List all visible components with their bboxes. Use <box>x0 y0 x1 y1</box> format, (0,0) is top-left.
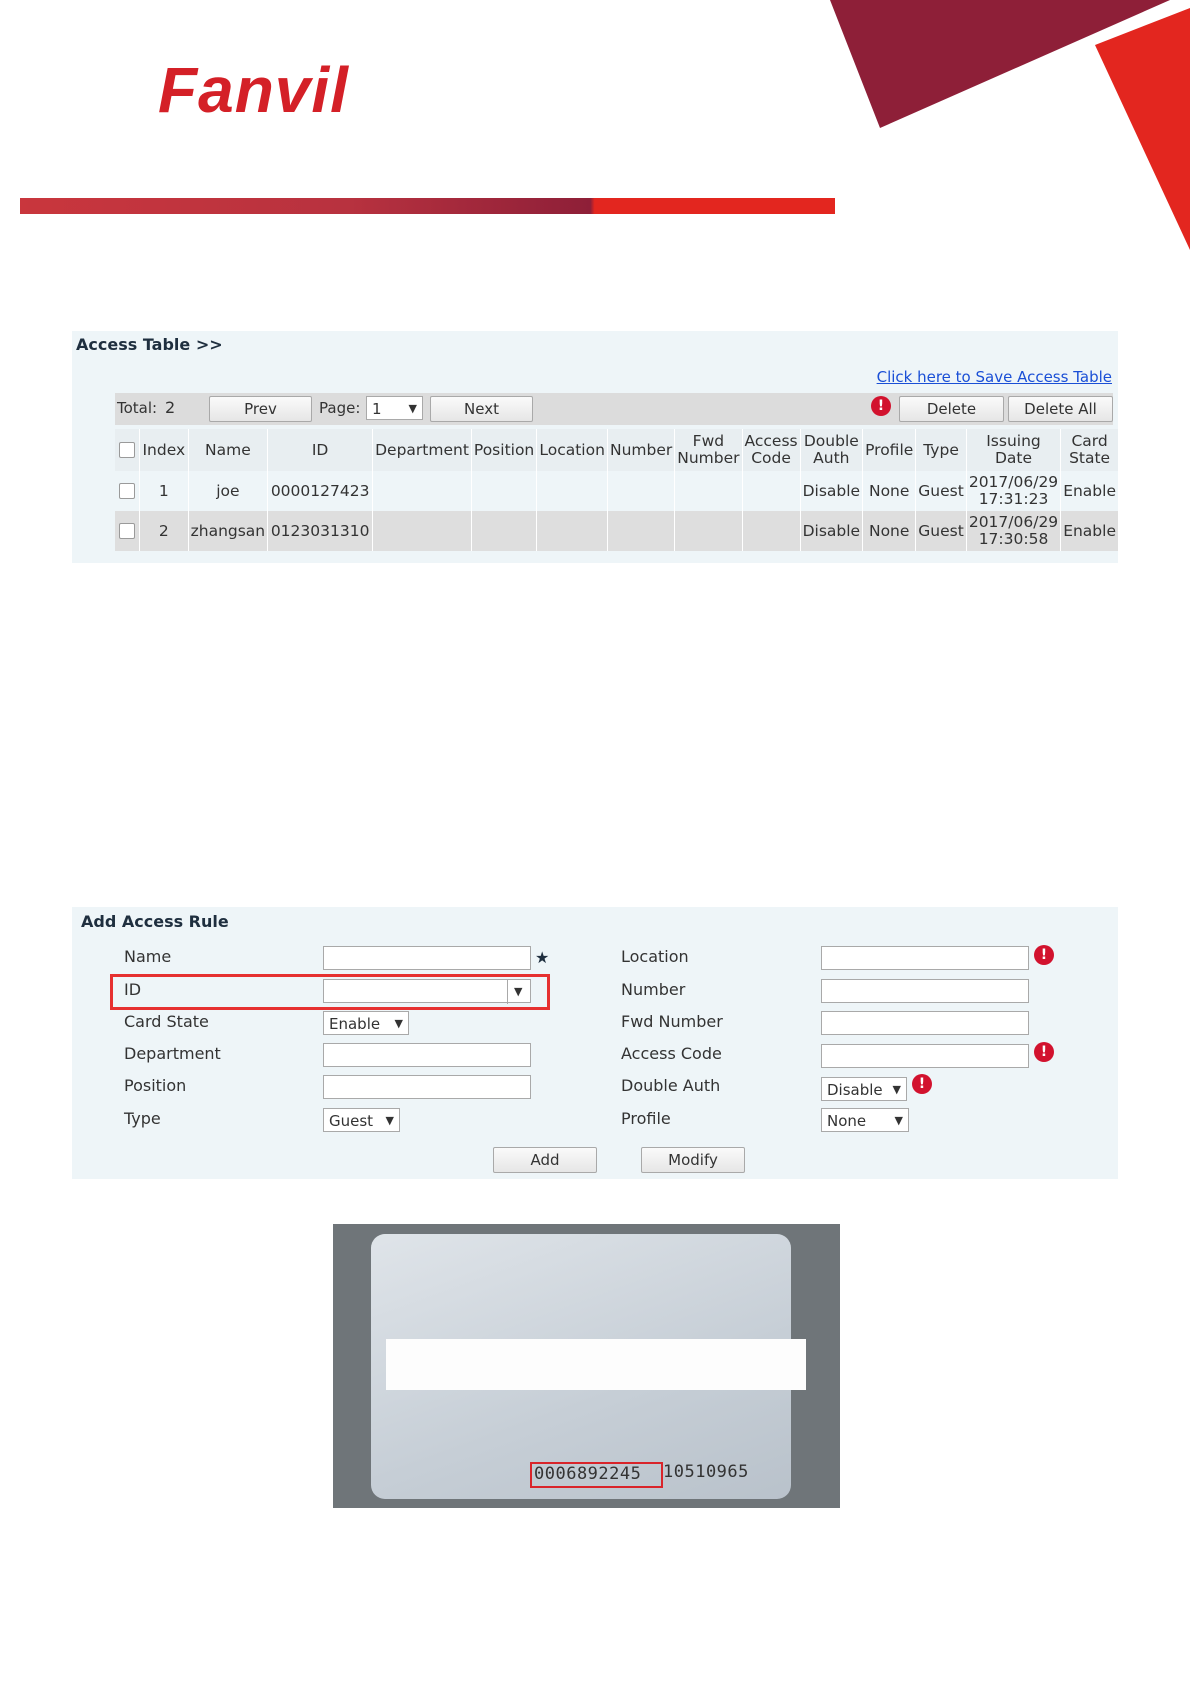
card-state-select[interactable] <box>323 1011 409 1035</box>
col-type: Type <box>916 429 967 471</box>
name-label: Name <box>124 947 172 966</box>
col-access-code-line2: Code <box>751 449 791 467</box>
position-input[interactable] <box>323 1075 531 1099</box>
access-code-input[interactable] <box>821 1044 1029 1068</box>
profile-label: Profile <box>621 1109 671 1128</box>
delete-all-button[interactable]: Delete All <box>1008 396 1113 422</box>
cell-number <box>608 471 675 511</box>
cell-number <box>608 511 675 551</box>
name-input[interactable] <box>323 946 531 970</box>
header-bar <box>20 198 835 214</box>
col-department: Department <box>373 429 472 471</box>
total-value: 2 <box>165 398 176 417</box>
cell-position <box>471 511 536 551</box>
access-table-panel <box>72 331 1118 563</box>
cell-fwd-number <box>675 511 742 551</box>
cell-double-auth: Disable <box>800 511 863 551</box>
card-state-label: Card State <box>124 1012 209 1031</box>
col-location: Location <box>537 429 608 471</box>
fwd-number-label: Fwd Number <box>621 1012 723 1031</box>
row-select-cell <box>115 511 140 551</box>
card-number-highlighted: 0006892245 <box>534 1464 642 1484</box>
exclamation-circle-icon: ! <box>1034 945 1054 965</box>
chevron-down-icon: ▼ <box>394 1017 403 1030</box>
number-label: Number <box>621 980 686 999</box>
access-table-title: Access Table >> <box>76 335 223 354</box>
cell-fwd-number <box>675 471 742 511</box>
cell-card-state: Enable <box>1061 511 1118 551</box>
cell-profile: None <box>863 511 916 551</box>
location-input[interactable] <box>821 946 1029 970</box>
cell-department <box>373 471 472 511</box>
card-number-rest: 10510965 <box>663 1462 749 1482</box>
col-id: ID <box>268 429 373 471</box>
card-white-strip <box>386 1339 806 1390</box>
cell-access-code <box>742 511 800 551</box>
next-button[interactable]: Next <box>430 396 533 422</box>
col-fwd-number-line2: Number <box>677 449 740 467</box>
col-position: Position <box>471 429 536 471</box>
type-label: Type <box>124 1109 161 1128</box>
select-all-cell <box>115 429 140 471</box>
exclamation-circle-icon: ! <box>871 396 891 416</box>
cell-id: 0000127423 <box>268 471 373 511</box>
col-card-state-line1: Card <box>1071 432 1108 450</box>
chevron-down-icon: ▼ <box>894 1114 903 1127</box>
col-card-state <box>1061 429 1118 471</box>
col-fwd-number <box>675 429 742 471</box>
cell-issuing-date-day: 2017/06/29 <box>968 513 1059 531</box>
cell-issuing-date-time: 17:31:23 <box>978 490 1049 508</box>
cell-card-state: Enable <box>1061 471 1118 511</box>
cell-issuing-date <box>966 511 1060 551</box>
total-label: Total: <box>117 399 158 417</box>
table-header-row <box>115 429 1118 471</box>
exclamation-circle-icon: ! <box>1034 1042 1054 1062</box>
col-access-code-line1: Access <box>744 432 798 450</box>
access-table <box>115 429 1118 551</box>
col-card-state-line2: State <box>1069 449 1111 467</box>
id-select[interactable] <box>323 979 531 1003</box>
cell-profile: None <box>863 471 916 511</box>
fwd-number-input[interactable] <box>821 1011 1029 1035</box>
id-label: ID <box>124 980 142 999</box>
table-row[interactable] <box>115 471 1118 511</box>
page-label: Page: <box>319 399 361 417</box>
col-double-auth-line1: Double <box>803 432 859 450</box>
card-state-value: Enable <box>329 1015 381 1033</box>
cell-id: 0123031310 <box>268 511 373 551</box>
col-double-auth-line2: Auth <box>813 449 850 467</box>
col-issuing-date-line1: Issuing <box>986 432 1041 450</box>
col-issuing-date-line2: Date <box>994 449 1033 467</box>
col-double-auth <box>800 429 863 471</box>
modify-button[interactable]: Modify <box>641 1147 745 1173</box>
position-label: Position <box>124 1076 187 1095</box>
fanvil-logo: Fanvil <box>158 54 349 126</box>
add-button[interactable]: Add <box>493 1147 597 1173</box>
cell-name: zhangsan <box>188 511 268 551</box>
col-index: Index <box>140 429 189 471</box>
cell-type: Guest <box>916 471 967 511</box>
double-auth-label: Double Auth <box>621 1076 721 1095</box>
cell-position <box>471 471 536 511</box>
required-star-icon: ★ <box>535 948 550 967</box>
row-checkbox[interactable] <box>119 483 135 499</box>
profile-value: None <box>827 1112 867 1130</box>
cell-location <box>537 471 608 511</box>
cell-issuing-date <box>966 471 1060 511</box>
profile-select[interactable] <box>821 1108 909 1132</box>
cell-double-auth: Disable <box>800 471 863 511</box>
col-fwd-number-line1: Fwd <box>692 432 725 450</box>
cell-issuing-date-time: 17:30:58 <box>978 530 1049 548</box>
page-select[interactable] <box>366 396 423 420</box>
cell-location <box>537 511 608 551</box>
number-input[interactable] <box>821 979 1029 1003</box>
col-issuing-date <box>966 429 1060 471</box>
col-profile: Profile <box>863 429 916 471</box>
cell-name: joe <box>188 471 268 511</box>
chevron-down-icon: ▼ <box>507 980 530 1004</box>
cell-issuing-date-day: 2017/06/29 <box>968 473 1059 491</box>
cell-access-code <box>742 471 800 511</box>
double-auth-select[interactable] <box>821 1077 907 1101</box>
page-select-value: 1 <box>372 400 382 418</box>
cell-department <box>373 511 472 551</box>
add-access-rule-panel <box>72 907 1118 1179</box>
prev-button[interactable]: Prev <box>209 396 312 422</box>
table-row[interactable] <box>115 511 1118 551</box>
row-select-cell <box>115 471 140 511</box>
col-name: Name <box>188 429 268 471</box>
type-value: Guest <box>329 1112 374 1130</box>
cell-type: Guest <box>916 511 967 551</box>
save-access-table-link[interactable]: Click here to Save Access Table <box>876 368 1112 386</box>
cell-index: 2 <box>140 511 189 551</box>
exclamation-circle-icon: ! <box>912 1074 932 1094</box>
add-rule-title: Add Access Rule <box>81 912 229 931</box>
chevron-down-icon: ▼ <box>892 1083 901 1096</box>
delete-button[interactable]: Delete <box>899 396 1004 422</box>
chevron-down-icon: ▼ <box>408 402 417 415</box>
col-number: Number <box>608 429 675 471</box>
col-access-code <box>742 429 800 471</box>
chevron-down-icon: ▼ <box>385 1114 394 1127</box>
double-auth-value: Disable <box>827 1081 883 1099</box>
cell-index: 1 <box>140 471 189 511</box>
select-all-checkbox[interactable] <box>119 442 135 458</box>
department-label: Department <box>124 1044 221 1063</box>
row-checkbox[interactable] <box>119 523 135 539</box>
type-select[interactable] <box>323 1108 400 1132</box>
location-label: Location <box>621 947 689 966</box>
pagination-toolbar <box>115 393 1113 425</box>
department-input[interactable] <box>323 1043 531 1067</box>
rfid-card-photo <box>333 1224 840 1508</box>
corner-decoration <box>830 0 1190 260</box>
access-code-label: Access Code <box>621 1044 722 1063</box>
